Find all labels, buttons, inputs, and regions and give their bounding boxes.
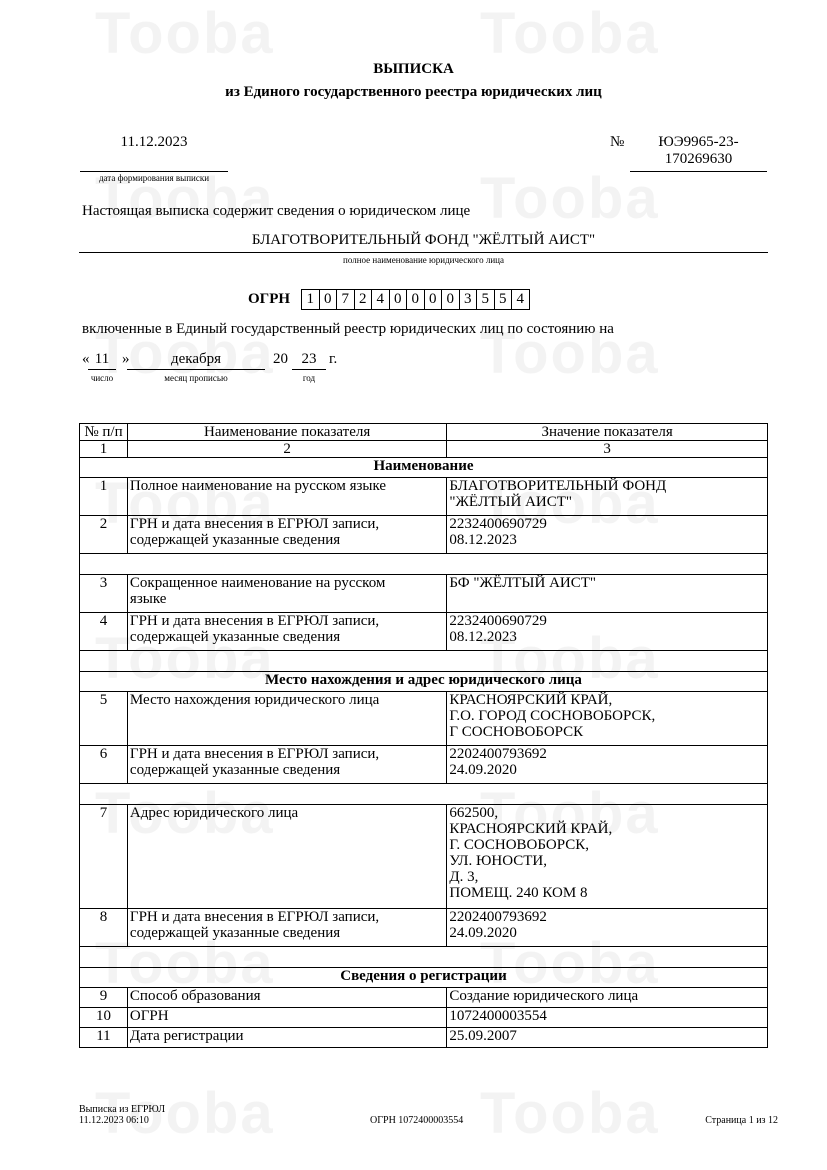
row-value: 2232400690729 08.12.2023 <box>447 613 768 651</box>
ogrn-digit: 0 <box>441 289 460 310</box>
table-row <box>80 988 768 1008</box>
ogrn-digit: 5 <box>494 289 513 310</box>
row-label: ГРН и дата внесения в ЕГРЮЛ записи, содержащей указанные сведения <box>127 516 446 554</box>
year-caption: год <box>302 373 316 383</box>
row-label: ГРН и дата внесения в ЕГРЮЛ записи, содержащей указанные сведения <box>127 746 446 784</box>
ogrn-label: ОГРН <box>248 291 291 307</box>
row-label: ГРН и дата внесения в ЕГРЮЛ записи, содержащей указанные сведения <box>127 613 446 651</box>
section-title: Место нахождения и адрес юридического лица <box>80 672 768 692</box>
date-underline <box>80 171 228 172</box>
state-month: декабря <box>170 351 222 367</box>
header-cell: № п/п <box>80 424 128 441</box>
section-title: Наименование <box>80 458 768 478</box>
org-name-caption: полное наименование юридического лица <box>343 255 504 265</box>
state-day: 11 <box>94 351 110 367</box>
state-year: 23 <box>301 351 317 367</box>
row-value: 2202400793692 24.09.2020 <box>447 746 768 784</box>
row-label: ГРН и дата внесения в ЕГРЮЛ записи, содержащей указанные сведения <box>127 909 446 947</box>
ogrn-digit: 5 <box>476 289 495 310</box>
row-number: 6 <box>80 746 128 784</box>
section-row <box>80 968 768 988</box>
table-index-row <box>80 441 768 458</box>
day-underline <box>88 369 116 370</box>
index-cell: 3 <box>447 441 768 458</box>
row-value: 662500, КРАСНОЯРСКИЙ КРАЙ, Г. СОСНОВОБОРСК, УЛ. ЮНОСТИ, Д. 3, ПОМЕЩ. 240 КОМ 8 <box>447 805 768 909</box>
year-unit: г. <box>329 351 338 367</box>
ogrn-digit: 2 <box>354 289 373 310</box>
page-number: Страница 1 из 12 <box>705 1115 778 1126</box>
number-sign: № <box>610 134 625 150</box>
table-row <box>80 805 768 909</box>
footer-timestamp: 11.12.2023 06:10 <box>79 1115 149 1126</box>
row-value: Создание юридического лица <box>447 988 768 1008</box>
header-cell: Наименование показателя <box>127 424 446 441</box>
month-caption: месяц прописью <box>164 373 228 383</box>
section-title: Сведения о регистрации <box>80 968 768 988</box>
row-number: 3 <box>80 575 128 613</box>
day-caption: число <box>90 373 114 383</box>
extract-date: 11.12.2023 <box>120 134 188 150</box>
extract-number <box>630 134 767 168</box>
row-label: Место нахождения юридического лица <box>127 692 446 746</box>
ogrn-digit: 4 <box>511 289 530 310</box>
row-number: 7 <box>80 805 128 909</box>
ogrn-digit: 4 <box>371 289 390 310</box>
table-row <box>80 909 768 947</box>
row-number: 9 <box>80 988 128 1008</box>
spacer-row <box>80 554 768 575</box>
watermark <box>480 165 660 232</box>
quote-close: » <box>122 351 130 367</box>
document-title: ВЫПИСКА <box>373 61 454 77</box>
extract-number-line1: ЮЭ9965-23- <box>658 134 739 150</box>
spacer-row <box>80 947 768 968</box>
table-row <box>80 692 768 746</box>
table-row <box>80 613 768 651</box>
ogrn-digit: 0 <box>424 289 443 310</box>
index-cell: 1 <box>80 441 128 458</box>
row-number: 2 <box>80 516 128 554</box>
footer-left <box>79 1104 165 1126</box>
org-full-name: БЛАГОТВОРИТЕЛЬНЫЙ ФОНД "ЖЁЛТЫЙ АИСТ" <box>251 232 596 248</box>
section-row <box>80 672 768 692</box>
extract-number-line2: 170269630 <box>664 151 733 167</box>
section-row <box>80 458 768 478</box>
row-label: Полное наименование на русском языке <box>127 478 446 516</box>
spacer-row <box>80 651 768 672</box>
footer-doc-name: Выписка из ЕГРЮЛ <box>79 1104 165 1115</box>
ogrn-digit: 7 <box>336 289 355 310</box>
table-row <box>80 1028 768 1048</box>
watermark <box>480 0 660 67</box>
quote-open: « <box>82 351 90 367</box>
row-label: Адрес юридического лица <box>127 805 446 909</box>
index-cell: 2 <box>127 441 446 458</box>
table-row <box>80 575 768 613</box>
table-row <box>80 1008 768 1028</box>
row-value: БФ "ЖЁЛТЫЙ АИСТ" <box>447 575 768 613</box>
table-row <box>80 516 768 554</box>
row-label: Дата регистрации <box>127 1028 446 1048</box>
row-number: 5 <box>80 692 128 746</box>
row-value: БЛАГОТВОРИТЕЛЬНЫЙ ФОНД "ЖЁЛТЫЙ АИСТ" <box>447 478 768 516</box>
year-prefix: 20 <box>273 351 288 367</box>
row-number: 4 <box>80 613 128 651</box>
state-text: включенные в Единый государственный реестр юридических лиц по состоянию на <box>82 321 614 337</box>
ogrn-digit: 0 <box>406 289 425 310</box>
ogrn-digit-boxes <box>302 289 530 310</box>
row-label: Сокращенное наименование на русском языке <box>127 575 446 613</box>
year-underline <box>292 369 326 370</box>
header-cell: Значение показателя <box>447 424 768 441</box>
table-row <box>80 746 768 784</box>
row-label: Способ образования <box>127 988 446 1008</box>
intro-text: Настоящая выписка содержит сведения о юридическом лице <box>82 203 471 219</box>
watermark <box>95 0 275 67</box>
row-value: 2232400690729 08.12.2023 <box>447 516 768 554</box>
ogrn-digit: 3 <box>459 289 478 310</box>
table-row <box>80 478 768 516</box>
row-number: 1 <box>80 478 128 516</box>
document-subtitle: из Единого государственного реестра юридических лиц <box>225 84 602 100</box>
ogrn-digit: 0 <box>389 289 408 310</box>
row-number: 11 <box>80 1028 128 1048</box>
org-name-underline <box>79 252 768 253</box>
watermark <box>480 1080 660 1147</box>
month-underline <box>127 369 265 370</box>
date-caption: дата формирования выписки <box>98 173 210 183</box>
row-label: ОГРН <box>127 1008 446 1028</box>
table-header-row <box>80 424 768 441</box>
row-number: 10 <box>80 1008 128 1028</box>
ogrn-digit: 0 <box>319 289 338 310</box>
ogrn-digit: 1 <box>301 289 320 310</box>
extract-table <box>79 423 768 1048</box>
row-value: 2202400793692 24.09.2020 <box>447 909 768 947</box>
row-value: КРАСНОЯРСКИЙ КРАЙ, Г.О. ГОРОД СОСНОВОБОРСК, Г СОСНОВОБОРСК <box>447 692 768 746</box>
spacer-row <box>80 784 768 805</box>
footer-ogrn: ОГРН 1072400003554 <box>370 1115 464 1126</box>
number-underline <box>630 171 767 172</box>
row-value: 1072400003554 <box>447 1008 768 1028</box>
row-value: 25.09.2007 <box>447 1028 768 1048</box>
row-number: 8 <box>80 909 128 947</box>
